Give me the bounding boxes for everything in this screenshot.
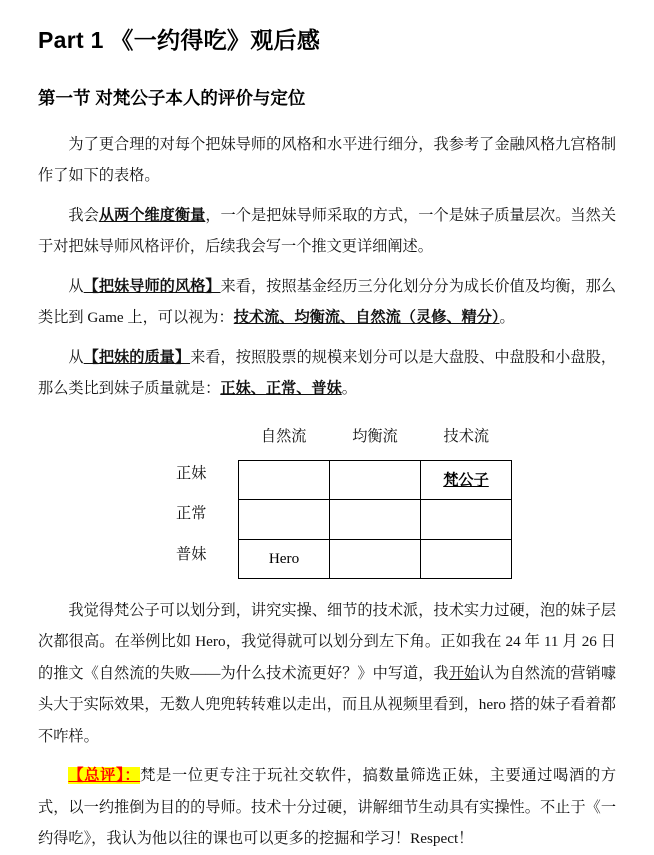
paragraph-summary-text: 梵是一位更专注于玩社交软件，搞数量筛选正妹，主要通过喝酒的方式，以一约推倒为目的的导师。技术十分过硬，讲解细节生动具有实操性。不止于《一约得吃》，我认为他以往的课也可以更多的挖掘和学习！Respect！ <box>38 767 617 848</box>
paragraph-girl-quality-lead: 从 <box>68 348 84 366</box>
emphasis-coach-style: 【把妹导师的风格】 <box>83 277 221 295</box>
paragraph-coach-style-mid: 来看，按照基金经历三分化划分分为成长价值及均衡，那么类比到 Game 上，可以视为： <box>38 277 617 327</box>
matrix-cell-plain-balanced <box>330 539 421 579</box>
matrix-column-header-natural: 自然流 <box>260 427 307 445</box>
paragraph-girl-quality-end: 。 <box>341 380 357 398</box>
emphasis-two-dimensions: 从两个维度衡量 <box>98 206 206 224</box>
matrix-cell-normal-balanced <box>330 500 421 540</box>
paragraph-dimensions-lead: 我会 <box>68 206 99 224</box>
paragraph-girl-quality-mid: 来看，按照股票的规模来划分可以是大盘股、中盘股和小盘股，那么类比到妹子质量就是： <box>38 348 617 398</box>
matrix-cell-pretty-balanced <box>330 460 421 500</box>
table-row <box>239 539 512 579</box>
paragraph-coach-style-lead: 从 <box>68 277 84 295</box>
paragraph-summary <box>38 752 616 855</box>
paragraph-analysis <box>38 595 616 753</box>
matrix-column-header-balanced: 均衡流 <box>352 427 398 445</box>
section-heading: 第一节 对梵公子本人的评价与定位 <box>38 87 306 108</box>
emphasis-girl-quality: 【把妹的质量】 <box>83 348 191 366</box>
table-row <box>239 460 512 500</box>
table-row <box>239 500 512 540</box>
paragraph-analysis-start: 我觉得梵公子可以划分到，讲究实操、细节的技术派，技术实力过硬，泡的妹子层次都很高。在举例比如 Hero，我觉得就可以划分到左下角。正如我在 24 年 11 月 26 日的推文《自然流的失败——为什么技术流更好？》中写道，我 <box>38 601 616 682</box>
emphasis-quality-categories: 正妹、正常、普妹 <box>220 380 342 398</box>
page-title: Part 1 《一约得吃》观后感 <box>38 27 321 53</box>
emphasis-style-categories: 技术流、均衡流、自然流（灵修、精分） <box>233 309 500 327</box>
matrix-row-label-plain: 普妹 <box>176 545 207 563</box>
paragraph-intro <box>38 110 616 192</box>
paragraph-dimensions-rest: ，一个是把妹导师采取的方式，一个是妹子质量层次。当然关于对把妹导师风格评价，后续我会写一个推文更详细阐述。 <box>38 206 617 256</box>
paragraph-dimensions <box>38 192 616 263</box>
paragraph-girl-quality <box>38 334 616 405</box>
paragraph-intro-text: 为了更合理的对每个把妹导师的风格和水平进行细分，我参考了金融风格九宫格制作了如下的表格。 <box>38 135 616 185</box>
matrix-cell-normal-technical <box>421 500 512 540</box>
matrix-row-label-pretty: 正妹 <box>176 464 207 482</box>
matrix-cell-pretty-natural <box>239 460 330 500</box>
emphasis-began: 开始 <box>448 664 480 682</box>
matrix-cell-normal-natural <box>239 500 330 540</box>
matrix-cell-plain-technical <box>421 539 512 579</box>
matrix-row-labels <box>176 461 234 583</box>
matrix-row-label-normal: 正常 <box>176 505 207 523</box>
matrix-column-header-technical: 技术流 <box>443 427 490 445</box>
paragraph-coach-style <box>38 263 616 334</box>
summary-label-highlight: 【总评】： <box>68 767 141 785</box>
matrix-column-headers <box>238 425 512 446</box>
matrix-table <box>238 460 512 580</box>
matrix-cell-pretty-technical: 梵公子 <box>421 460 512 500</box>
style-quality-matrix <box>38 423 616 595</box>
paragraph-coach-style-end: 。 <box>499 309 515 327</box>
matrix-cell-plain-natural: Hero <box>239 539 330 579</box>
paragraph-analysis-end: 认为自然流的营销噱头大于实际效果，无数人兜兜转转难以走出，而且从视频里看到，hero 搭的妹子看着都不咋样。 <box>38 664 617 745</box>
